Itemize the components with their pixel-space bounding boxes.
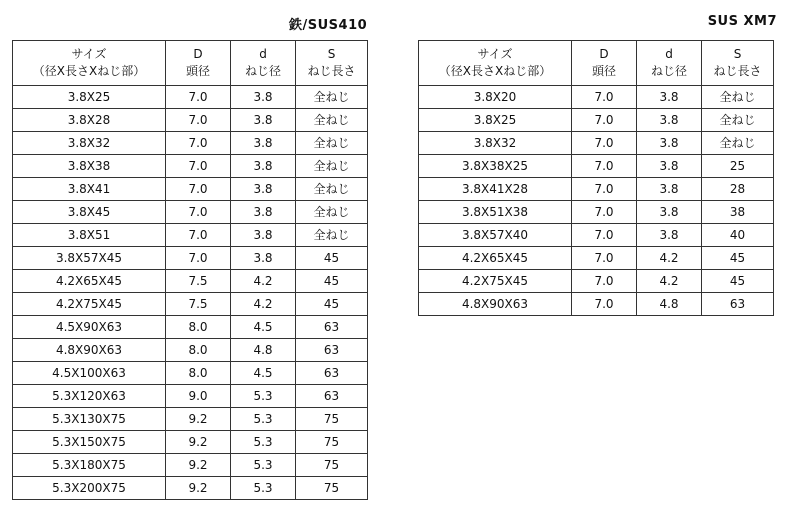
cell-head-diameter: 8.0 bbox=[166, 316, 231, 339]
cell-head-diameter: 7.0 bbox=[572, 293, 637, 316]
cell-head-diameter: 9.2 bbox=[166, 408, 231, 431]
cell-thread-diameter: 3.8 bbox=[231, 224, 296, 247]
cell-size: 3.8X45 bbox=[13, 201, 166, 224]
cell-size: 5.3X150X75 bbox=[13, 431, 166, 454]
cell-size: 3.8X38 bbox=[13, 155, 166, 178]
table-row bbox=[13, 293, 368, 316]
cell-head-diameter: 7.0 bbox=[572, 178, 637, 201]
cell-size: 3.8X32 bbox=[419, 132, 572, 155]
header-d-top: D bbox=[193, 47, 203, 61]
cell-head-diameter: 7.0 bbox=[572, 109, 637, 132]
cell-thread-diameter: 4.8 bbox=[637, 293, 702, 316]
cell-head-diameter: 7.0 bbox=[572, 86, 637, 109]
cell-head-diameter: 9.2 bbox=[166, 454, 231, 477]
cell-head-diameter: 7.0 bbox=[166, 132, 231, 155]
cell-thread-length: 45 bbox=[296, 247, 368, 270]
cell-size: 3.8X38X25 bbox=[419, 155, 572, 178]
table-row bbox=[13, 132, 368, 155]
left-table-caption: 鉄/SUS410 bbox=[289, 18, 368, 33]
cell-thread-diameter: 3.8 bbox=[637, 132, 702, 155]
cell-size: 4.2X75X45 bbox=[13, 293, 166, 316]
cell-thread-diameter: 3.8 bbox=[231, 178, 296, 201]
cell-head-diameter: 7.0 bbox=[572, 224, 637, 247]
cell-size: 4.5X90X63 bbox=[13, 316, 166, 339]
header-s-bottom: ねじ長さ bbox=[307, 64, 356, 78]
cell-thread-diameter: 4.2 bbox=[231, 270, 296, 293]
table-row bbox=[419, 224, 774, 247]
header-size-top: サイズ bbox=[477, 47, 513, 61]
cell-thread-length: 63 bbox=[296, 339, 368, 362]
header-dd-top: d bbox=[259, 47, 267, 61]
cell-head-diameter: 9.2 bbox=[166, 431, 231, 454]
header-thread-length bbox=[702, 41, 774, 86]
cell-size: 4.8X90X63 bbox=[13, 339, 166, 362]
table-row bbox=[13, 201, 368, 224]
cell-head-diameter: 9.2 bbox=[166, 477, 231, 500]
cell-thread-diameter: 5.3 bbox=[231, 454, 296, 477]
table-row bbox=[13, 178, 368, 201]
cell-thread-length: 全ねじ bbox=[702, 86, 774, 109]
cell-size: 5.3X180X75 bbox=[13, 454, 166, 477]
cell-head-diameter: 7.0 bbox=[572, 155, 637, 178]
cell-thread-length: 75 bbox=[296, 477, 368, 500]
cell-thread-diameter: 3.8 bbox=[637, 109, 702, 132]
cell-thread-length: 45 bbox=[702, 247, 774, 270]
cell-head-diameter: 9.0 bbox=[166, 385, 231, 408]
table-row bbox=[13, 109, 368, 132]
header-size-bottom: （径X長さXねじ部） bbox=[32, 64, 146, 78]
cell-thread-diameter: 3.8 bbox=[231, 247, 296, 270]
cell-thread-length: 全ねじ bbox=[296, 201, 368, 224]
cell-thread-length: 全ねじ bbox=[296, 178, 368, 201]
right-table-caption: SUS XM7 bbox=[707, 14, 777, 29]
cell-thread-length: 40 bbox=[702, 224, 774, 247]
table-row bbox=[13, 316, 368, 339]
cell-thread-diameter: 3.8 bbox=[231, 86, 296, 109]
cell-size: 3.8X28 bbox=[13, 109, 166, 132]
cell-size: 3.8X32 bbox=[13, 132, 166, 155]
cell-thread-length: 28 bbox=[702, 178, 774, 201]
table-row bbox=[419, 293, 774, 316]
cell-size: 3.8X41X28 bbox=[419, 178, 572, 201]
cell-size: 4.2X65X45 bbox=[419, 247, 572, 270]
cell-size: 5.3X200X75 bbox=[13, 477, 166, 500]
header-dd-bottom: ねじ径 bbox=[650, 64, 687, 78]
cell-head-diameter: 7.0 bbox=[572, 247, 637, 270]
cell-size: 3.8X25 bbox=[419, 109, 572, 132]
cell-thread-diameter: 4.5 bbox=[231, 316, 296, 339]
table-row bbox=[13, 86, 368, 109]
table-row bbox=[13, 408, 368, 431]
table-row bbox=[13, 431, 368, 454]
cell-thread-length: 63 bbox=[296, 362, 368, 385]
header-size-top: サイズ bbox=[71, 47, 107, 61]
table-row bbox=[419, 132, 774, 155]
header-thread-diameter bbox=[231, 41, 296, 86]
header-s-top: S bbox=[733, 47, 742, 61]
table-row bbox=[13, 339, 368, 362]
cell-head-diameter: 7.0 bbox=[572, 201, 637, 224]
cell-thread-diameter: 5.3 bbox=[231, 431, 296, 454]
cell-head-diameter: 7.0 bbox=[166, 201, 231, 224]
cell-head-diameter: 8.0 bbox=[166, 339, 231, 362]
cell-size: 3.8X20 bbox=[419, 86, 572, 109]
cell-thread-diameter: 4.2 bbox=[637, 270, 702, 293]
cell-thread-length: 25 bbox=[702, 155, 774, 178]
cell-thread-diameter: 4.8 bbox=[231, 339, 296, 362]
cell-thread-length: 全ねじ bbox=[296, 109, 368, 132]
table-row bbox=[13, 224, 368, 247]
table-row bbox=[419, 109, 774, 132]
table-row bbox=[13, 362, 368, 385]
header-s-top: S bbox=[327, 47, 336, 61]
cell-size: 4.2X75X45 bbox=[419, 270, 572, 293]
cell-head-diameter: 7.0 bbox=[166, 155, 231, 178]
table-row bbox=[13, 385, 368, 408]
table-row bbox=[419, 86, 774, 109]
cell-thread-diameter: 4.5 bbox=[231, 362, 296, 385]
cell-size: 4.2X65X45 bbox=[13, 270, 166, 293]
cell-thread-diameter: 3.8 bbox=[231, 201, 296, 224]
cell-size: 5.3X130X75 bbox=[13, 408, 166, 431]
header-dd-top: d bbox=[665, 47, 673, 61]
cell-thread-diameter: 4.2 bbox=[637, 247, 702, 270]
cell-size: 3.8X57X40 bbox=[419, 224, 572, 247]
cell-thread-length: 45 bbox=[296, 293, 368, 316]
cell-thread-length: 全ねじ bbox=[702, 132, 774, 155]
cell-thread-length: 75 bbox=[296, 431, 368, 454]
cell-thread-diameter: 5.3 bbox=[231, 408, 296, 431]
header-head-diameter bbox=[572, 41, 637, 86]
cell-head-diameter: 7.0 bbox=[166, 86, 231, 109]
cell-size: 3.8X57X45 bbox=[13, 247, 166, 270]
table-row bbox=[419, 155, 774, 178]
cell-thread-diameter: 3.8 bbox=[637, 86, 702, 109]
cell-thread-length: 63 bbox=[296, 316, 368, 339]
cell-thread-diameter: 3.8 bbox=[637, 178, 702, 201]
header-d-bottom: 頭径 bbox=[591, 64, 616, 78]
table-row bbox=[13, 247, 368, 270]
cell-thread-length: 75 bbox=[296, 454, 368, 477]
cell-head-diameter: 7.5 bbox=[166, 270, 231, 293]
header-d-bottom: 頭径 bbox=[185, 64, 210, 78]
cell-head-diameter: 7.0 bbox=[166, 247, 231, 270]
cell-head-diameter: 7.0 bbox=[166, 224, 231, 247]
cell-size: 5.3X120X63 bbox=[13, 385, 166, 408]
table-header-row bbox=[13, 41, 368, 86]
cell-head-diameter: 7.0 bbox=[572, 132, 637, 155]
cell-head-diameter: 7.0 bbox=[166, 109, 231, 132]
cell-thread-diameter: 3.8 bbox=[231, 155, 296, 178]
cell-thread-length: 全ねじ bbox=[296, 132, 368, 155]
cell-head-diameter: 7.5 bbox=[166, 293, 231, 316]
cell-thread-diameter: 5.3 bbox=[231, 477, 296, 500]
table-row bbox=[419, 247, 774, 270]
header-s-bottom: ねじ長さ bbox=[713, 64, 762, 78]
cell-thread-diameter: 3.8 bbox=[231, 132, 296, 155]
header-size bbox=[419, 41, 572, 86]
cell-thread-length: 38 bbox=[702, 201, 774, 224]
cell-size: 3.8X25 bbox=[13, 86, 166, 109]
cell-size: 3.8X51X38 bbox=[419, 201, 572, 224]
header-thread-diameter bbox=[637, 41, 702, 86]
cell-thread-diameter: 5.3 bbox=[231, 385, 296, 408]
right-spec-table bbox=[418, 40, 774, 316]
cell-thread-length: 全ねじ bbox=[702, 109, 774, 132]
cell-thread-length: 全ねじ bbox=[296, 155, 368, 178]
cell-thread-diameter: 3.8 bbox=[637, 155, 702, 178]
left-spec-table bbox=[12, 40, 368, 500]
cell-thread-diameter: 3.8 bbox=[637, 201, 702, 224]
cell-head-diameter: 7.0 bbox=[572, 270, 637, 293]
header-thread-length bbox=[296, 41, 368, 86]
cell-thread-length: 全ねじ bbox=[296, 86, 368, 109]
cell-size: 3.8X41 bbox=[13, 178, 166, 201]
header-head-diameter bbox=[166, 41, 231, 86]
table-row bbox=[13, 155, 368, 178]
table-row bbox=[419, 270, 774, 293]
cell-head-diameter: 8.0 bbox=[166, 362, 231, 385]
table-row bbox=[13, 454, 368, 477]
cell-thread-diameter: 4.2 bbox=[231, 293, 296, 316]
cell-thread-diameter: 3.8 bbox=[231, 109, 296, 132]
cell-thread-length: 全ねじ bbox=[296, 224, 368, 247]
cell-size: 4.8X90X63 bbox=[419, 293, 572, 316]
cell-thread-length: 63 bbox=[296, 385, 368, 408]
cell-thread-length: 75 bbox=[296, 408, 368, 431]
header-size bbox=[13, 41, 166, 86]
table-row bbox=[13, 477, 368, 500]
cell-thread-length: 63 bbox=[702, 293, 774, 316]
cell-size: 3.8X51 bbox=[13, 224, 166, 247]
table-row bbox=[419, 178, 774, 201]
table-row bbox=[419, 201, 774, 224]
table-row bbox=[13, 270, 368, 293]
cell-thread-length: 45 bbox=[296, 270, 368, 293]
table-header-row bbox=[419, 41, 774, 86]
cell-head-diameter: 7.0 bbox=[166, 178, 231, 201]
cell-size: 4.5X100X63 bbox=[13, 362, 166, 385]
header-d-top: D bbox=[599, 47, 609, 61]
cell-thread-diameter: 3.8 bbox=[637, 224, 702, 247]
cell-thread-length: 45 bbox=[702, 270, 774, 293]
header-dd-bottom: ねじ径 bbox=[244, 64, 281, 78]
header-size-bottom: （径X長さXねじ部） bbox=[438, 64, 552, 78]
